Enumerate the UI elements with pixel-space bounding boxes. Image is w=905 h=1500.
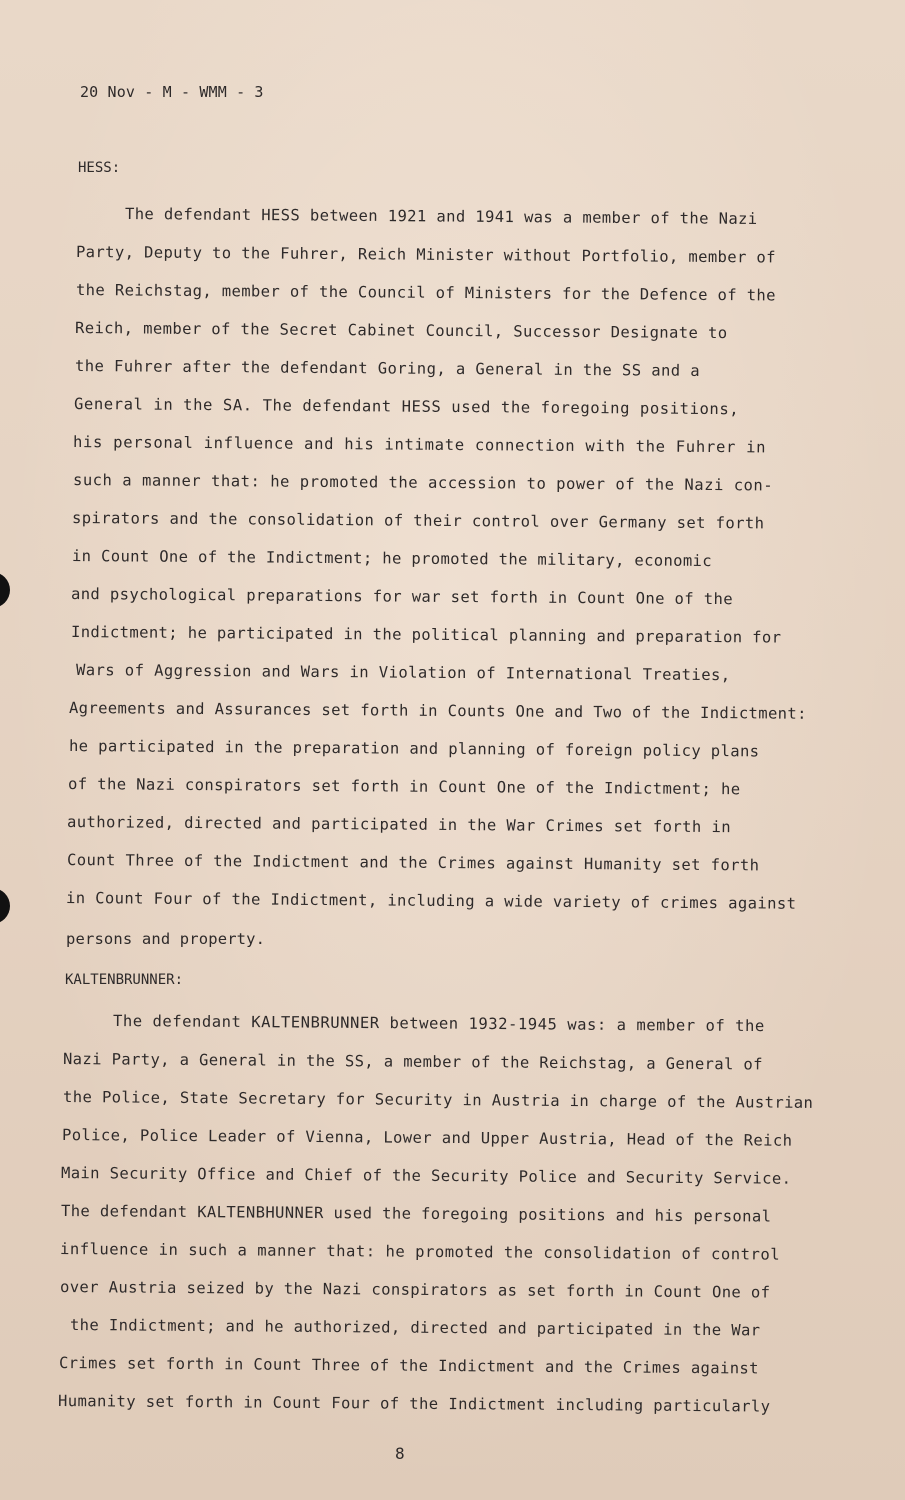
paragraph-line: over Austria seized by the Nazi conspirators as set forth in Count One of	[59, 1278, 771, 1302]
punch-hole	[0, 572, 10, 608]
paragraph-line: Indictment; he participated in the political planning and preparation for	[70, 623, 782, 647]
paragraph-line: the Indictment; and he authorized, directed and participated in the War	[69, 1316, 761, 1340]
paragraph-line: Reich, member of the Secret Cabinet Council, Successor Designate to	[74, 319, 728, 343]
paragraph-line: General in the SA. The defendant HESS used the foregoing positions,	[73, 395, 740, 419]
paragraph-line: Wars of Aggression and Wars in Violation of International Treaties,	[75, 661, 731, 685]
paragraph-line: the Police, State Secretary for Security in Austria in charge of the Austrian	[62, 1088, 814, 1112]
paragraph-line: Nazi Party, a General in the SS, a member of the Reichstag, a General of	[62, 1050, 763, 1074]
page-header: 20 Nov - M - WMM - 3	[80, 83, 264, 101]
paragraph-line: his personal influence and his intimate connection with the Fuhrer in	[72, 433, 767, 457]
paragraph-line: and psychological preparations for war set forth in Count One of the	[70, 585, 734, 609]
paragraph-line: Agreements and Assurances set forth in Counts One and Two of the Indictment:	[68, 699, 807, 723]
paragraph-line: such a manner that: he promoted the accession to power of the Nazi con-	[72, 471, 774, 495]
section-heading-hess: HESS:	[78, 160, 121, 176]
paragraph-line: Police, Police Leader of Vienna, Lower and Upper Austria, Head of the Reich	[61, 1126, 793, 1150]
paragraph-line: the Fuhrer after the defendant Goring, a General in the SS and a	[74, 357, 701, 380]
paragraph-line: influence in such a manner that: he promoted the consolidation of control	[59, 1240, 781, 1264]
paragraph-line: in Count One of the Indictment; he promoted the military, economic	[71, 547, 713, 571]
page-number: 8	[395, 1444, 405, 1463]
paragraph-line: of the Nazi conspirators set forth in Count One of the Indictment; he	[67, 775, 741, 799]
paragraph-line: Party, Deputy to the Fuhrer, Reich Minister without Portfolio, member of	[75, 243, 776, 267]
punch-hole	[0, 888, 10, 924]
paragraph-line: The defendant KALTENBHUNNER used the foregoing positions and his personal	[60, 1202, 772, 1226]
paragraph-line: he participated in the preparation and planning of foreign policy plans	[68, 737, 760, 761]
paragraph-line: Humanity set forth in Count Four of the Indictment including particularly	[57, 1392, 771, 1416]
paragraph-line: Count Three of the Indictment and the Crimes against Humanity set forth	[66, 851, 760, 875]
paragraph-line: authorized, directed and participated in the War Crimes set forth in	[66, 813, 732, 837]
paragraph-line: The defendant HESS between 1921 and 1941 was a member of the Nazi	[124, 205, 758, 228]
paragraph-line: Crimes set forth in Count Three of the Indictment and the Crimes against	[58, 1354, 759, 1378]
section-heading-kaltenbrunner: KALTENBRUNNER:	[65, 972, 184, 988]
paragraph-line: in Count Four of the Indictment, including a wide variety of crimes against	[65, 889, 797, 913]
paragraph-line: Main Security Office and Chief of the Security Police and Security Service.	[60, 1164, 792, 1188]
paragraph-line: spirators and the consolidation of their control over Germany set forth	[71, 509, 765, 533]
paragraph-line: The defendant KALTENBRUNNER between 1932-1945 was: a member of the	[112, 1012, 765, 1036]
paragraph-line: the Reichstag, member of the Council of Ministers for the Defence of the	[75, 281, 776, 305]
paragraph-line: persons and property.	[66, 930, 266, 948]
